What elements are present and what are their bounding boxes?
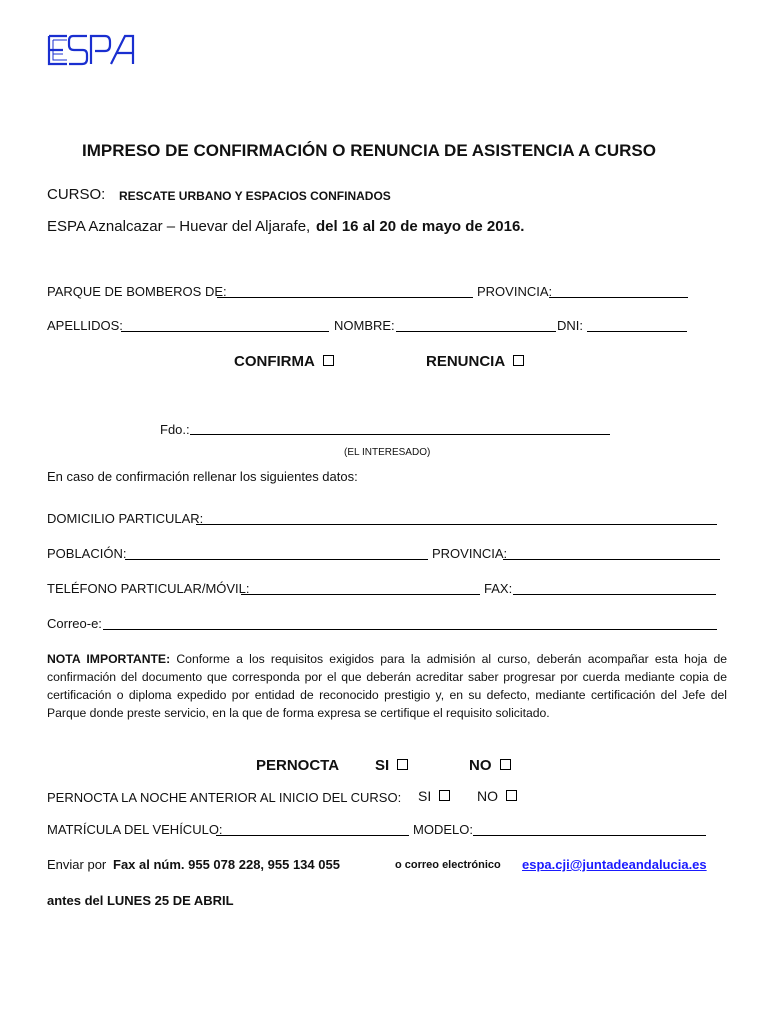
question-si-option[interactable] <box>418 788 450 804</box>
parque-field[interactable] <box>217 297 473 298</box>
confirm-intro: En caso de confirmación rellenar los siguientes datos: <box>47 469 358 484</box>
correo-field[interactable] <box>103 629 717 630</box>
modelo-label: MODELO: <box>413 822 473 837</box>
course-name: RESCATE URBANO Y ESPACIOS CONFINADOS <box>119 189 391 203</box>
confirma-checkbox[interactable] <box>323 355 334 366</box>
matricula-label: MATRÍCULA DEL VEHÍCULO: <box>47 822 223 837</box>
nota-text: Conforme a los requisitos exigidos para la admisión al curso, deberán acompañar esta hoja de confirmación del documento que corresponda por el que deberán acreditar saber progresar por cuerda mediante copia de certificación o diploma expedido por entidad de reconocido prestigio y, en su defecto, mediante certificación del Jefe del Parque donde preste servicio, en la que de forma expresa se certifique el requisito solicitado. <box>47 652 727 720</box>
deadline: antes del LUNES 25 DE ABRIL <box>47 893 234 908</box>
dni-field[interactable] <box>587 331 687 332</box>
domicilio-field[interactable] <box>196 524 717 525</box>
nota-importante <box>47 650 727 722</box>
fax-label: FAX: <box>484 581 513 596</box>
renuncia-label: RENUNCIA <box>426 353 506 370</box>
question-no-checkbox[interactable] <box>506 790 517 801</box>
provincia-field[interactable] <box>549 297 688 298</box>
page-title: IMPRESO DE CONFIRMACIÓN O RENUNCIA DE ASISTENCIA A CURSO <box>82 141 656 160</box>
telefono-field[interactable] <box>241 594 480 595</box>
renuncia-checkbox[interactable] <box>513 355 524 366</box>
matricula-field[interactable] <box>216 835 409 836</box>
apellidos-label: APELLIDOS: <box>47 318 123 333</box>
question-no-option[interactable] <box>477 788 517 804</box>
question-si-label: SI <box>418 788 432 804</box>
espa-logo-graphic <box>47 33 135 67</box>
confirma-option[interactable] <box>234 353 334 370</box>
send-email-link[interactable]: espa.cji@juntadeandalucia.es <box>522 857 707 872</box>
provincia-label: PROVINCIA: <box>477 284 553 299</box>
renuncia-option[interactable] <box>426 353 524 370</box>
poblacion-field[interactable] <box>125 559 428 560</box>
pernocta-si-option[interactable] <box>375 757 408 774</box>
signature-field[interactable] <box>190 434 610 435</box>
pernocta-no-checkbox[interactable] <box>500 759 511 770</box>
nombre-label: NOMBRE: <box>334 318 395 333</box>
espa-logo <box>47 33 135 67</box>
provincia2-label: PROVINCIA: <box>432 546 508 561</box>
confirma-label: CONFIRMA <box>234 353 315 370</box>
send-fax: Fax al núm. 955 078 228, 955 134 055 <box>113 857 340 872</box>
question-si-checkbox[interactable] <box>439 790 450 801</box>
correo-label: Correo-e: <box>47 616 102 631</box>
send-prefix: Enviar por <box>47 857 107 872</box>
nota-label: NOTA IMPORTANTE: <box>47 652 171 666</box>
nombre-field[interactable] <box>396 331 556 332</box>
domicilio-label: DOMICILIO PARTICULAR: <box>47 511 204 526</box>
pernocta-no-label: NO <box>469 757 492 774</box>
course-dates: del 16 al 20 de mayo de 2016. <box>316 218 525 235</box>
provincia2-field[interactable] <box>503 559 720 560</box>
pernocta-heading: PERNOCTA <box>256 757 340 774</box>
pernocta-question: PERNOCTA LA NOCHE ANTERIOR AL INICIO DEL CURSO: <box>47 790 402 805</box>
pernocta-si-checkbox[interactable] <box>397 759 408 770</box>
send-email-prefix: o correo electrónico <box>395 859 501 871</box>
pernocta-no-option[interactable] <box>469 757 511 774</box>
poblacion-label: POBLACIÓN: <box>47 546 127 561</box>
signature-label: Fdo.: <box>160 422 190 437</box>
signature-caption: (EL INTERESADO) <box>344 447 431 458</box>
fax-field[interactable] <box>513 594 716 595</box>
course-label: CURSO: <box>47 186 106 203</box>
question-no-label: NO <box>477 788 498 804</box>
dni-label: DNI: <box>557 318 583 333</box>
parque-label: PARQUE DE BOMBEROS DE: <box>47 284 227 299</box>
modelo-field[interactable] <box>473 835 706 836</box>
telefono-label: TELÉFONO PARTICULAR/MÓVIL: <box>47 581 250 596</box>
course-location: ESPA Aznalcazar – Huevar del Aljarafe, <box>47 218 311 235</box>
apellidos-field[interactable] <box>121 331 329 332</box>
pernocta-si-label: SI <box>375 757 390 774</box>
